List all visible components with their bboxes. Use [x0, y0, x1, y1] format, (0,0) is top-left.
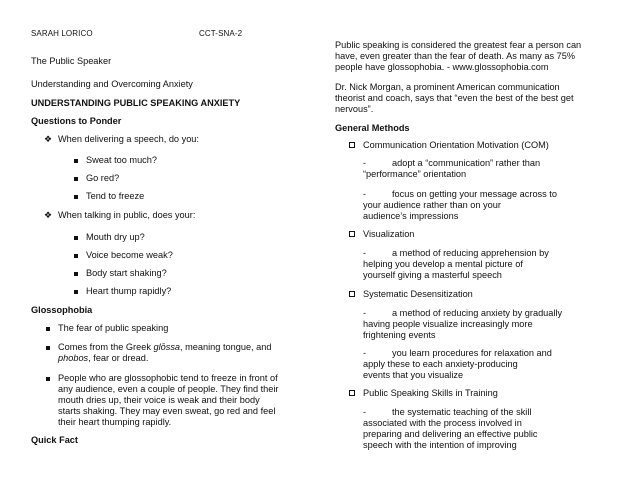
- method-desc: “performance” orientation: [363, 169, 467, 179]
- glosso-point-3-line: People who are glossophobic tend to freeze in front of: [58, 373, 278, 383]
- checkbox-icon: [349, 142, 355, 148]
- list-item: Mouth dry up?: [86, 232, 145, 242]
- method-desc: frightening events: [363, 330, 436, 340]
- question-2: When talking in public, does your:: [58, 210, 196, 220]
- diamond-bullet-icon: ❖: [44, 210, 53, 220]
- dash-bullet: -: [363, 407, 366, 417]
- method-desc: adopt a “communication” rather than: [392, 158, 541, 168]
- glosso-point-1: The fear of public speaking: [58, 323, 169, 333]
- doc-title: The Public Speaker: [31, 56, 112, 66]
- author-name: SARAH LORICO: [31, 29, 93, 38]
- method-desc: speech with the intention of improving: [363, 440, 517, 450]
- dash-bullet: -: [363, 189, 366, 199]
- checkbox-icon: [349, 231, 355, 237]
- square-bullet-icon: [46, 327, 50, 331]
- intro-line: people have glossophobia. - www.glossophobia.com: [335, 62, 549, 72]
- square-bullet-icon: [46, 346, 50, 350]
- list-item: Voice become weak?: [86, 250, 173, 260]
- square-bullet-icon: [74, 236, 78, 240]
- list-item: Body start shaking?: [86, 268, 167, 278]
- glosso-point-3-line: their heart thumping rapidly.: [58, 417, 172, 427]
- square-bullet-icon: [46, 377, 50, 381]
- glosso-point-3-line: mouth dries up, their voice is weak and their body: [58, 395, 260, 405]
- method-desc: focus on getting your message across to: [392, 189, 557, 199]
- method-title-training: Public Speaking Skills in Training: [363, 388, 498, 398]
- intro-line: have, even greater than the fear of death. As many as 75%: [335, 51, 576, 61]
- square-bullet-icon: [74, 272, 78, 276]
- square-bullet-icon: [74, 290, 78, 294]
- method-desc: the systematic teaching of the skill: [392, 407, 532, 417]
- method-desc: your audience rather than on your: [363, 200, 501, 210]
- method-desc: you learn procedures for relaxation and: [392, 348, 552, 358]
- method-title-com: Communication Orientation Motivation (COM): [363, 140, 549, 150]
- list-item: Sweat too much?: [86, 155, 157, 165]
- square-bullet-icon: [74, 159, 78, 163]
- question-1: When delivering a speech, do you:: [58, 134, 199, 144]
- list-item: Go red?: [86, 173, 120, 183]
- method-desc: helping you develop a mental picture of: [363, 259, 523, 269]
- greek-word: glōssa: [153, 342, 181, 352]
- quote-line: nervous”.: [335, 104, 374, 114]
- method-desc: a method of reducing apprehension by: [392, 248, 549, 258]
- glosso-point-3-line: starts shaking. They may even sweat, go red and feel: [58, 406, 276, 416]
- greek-word: phobos: [58, 353, 89, 363]
- quote-line: Dr. Nick Morgan, a prominent American communication: [335, 82, 560, 92]
- methods-heading: General Methods: [335, 123, 410, 133]
- diamond-bullet-icon: ❖: [44, 134, 53, 144]
- method-desc: a method of reducing anxiety by gradually: [392, 308, 563, 318]
- checkbox-icon: [349, 390, 355, 396]
- text-run: , meaning tongue, and: [180, 342, 272, 352]
- dash-bullet: -: [363, 248, 366, 258]
- square-bullet-icon: [74, 195, 78, 199]
- square-bullet-icon: [74, 254, 78, 258]
- method-title-desensitization: Systematic Desensitization: [363, 289, 473, 299]
- checkbox-icon: [349, 291, 355, 297]
- dash-bullet: -: [363, 348, 366, 358]
- method-title-visualization: Visualization: [363, 229, 415, 239]
- method-desc: events that you visualize: [363, 370, 464, 380]
- intro-line: Public speaking is considered the greatest fear a person can: [335, 40, 582, 50]
- dash-bullet: -: [363, 158, 366, 168]
- dash-bullet: -: [363, 308, 366, 318]
- method-desc: audience’s impressions: [363, 211, 459, 221]
- list-item: Tend to freeze: [86, 191, 145, 201]
- course-code: CCT-SNA-2: [199, 29, 243, 38]
- method-desc: apply these to each anxiety-producing: [363, 359, 518, 369]
- doc-subtitle: Understanding and Overcoming Anxiety: [31, 79, 193, 89]
- method-desc: preparing and delivering an effective public: [363, 429, 538, 439]
- glosso-point-2-cont: [58, 353, 148, 364]
- method-desc: yourself giving a masterful speech: [363, 270, 502, 280]
- text-run: Comes from the Greek: [58, 342, 154, 352]
- glosso-point-2: [58, 342, 271, 353]
- square-bullet-icon: [74, 177, 78, 181]
- method-desc: associated with the process involved in: [363, 418, 522, 428]
- quick-fact-heading: Quick Fact: [31, 435, 78, 445]
- glosso-point-3-line: any audience, even a couple of people. They find their: [58, 384, 279, 394]
- section-heading: UNDERSTANDING PUBLIC SPEAKING ANXIETY: [31, 98, 241, 108]
- text-run: , fear or dread.: [88, 353, 149, 363]
- glossophobia-heading: Glossophobia: [31, 305, 93, 315]
- method-desc: having people visualize increasingly more: [363, 319, 533, 329]
- quote-line: theorist and coach, says that “even the best of the best get: [335, 93, 574, 103]
- questions-heading: Questions to Ponder: [31, 116, 122, 126]
- list-item: Heart thump rapidly?: [86, 286, 172, 296]
